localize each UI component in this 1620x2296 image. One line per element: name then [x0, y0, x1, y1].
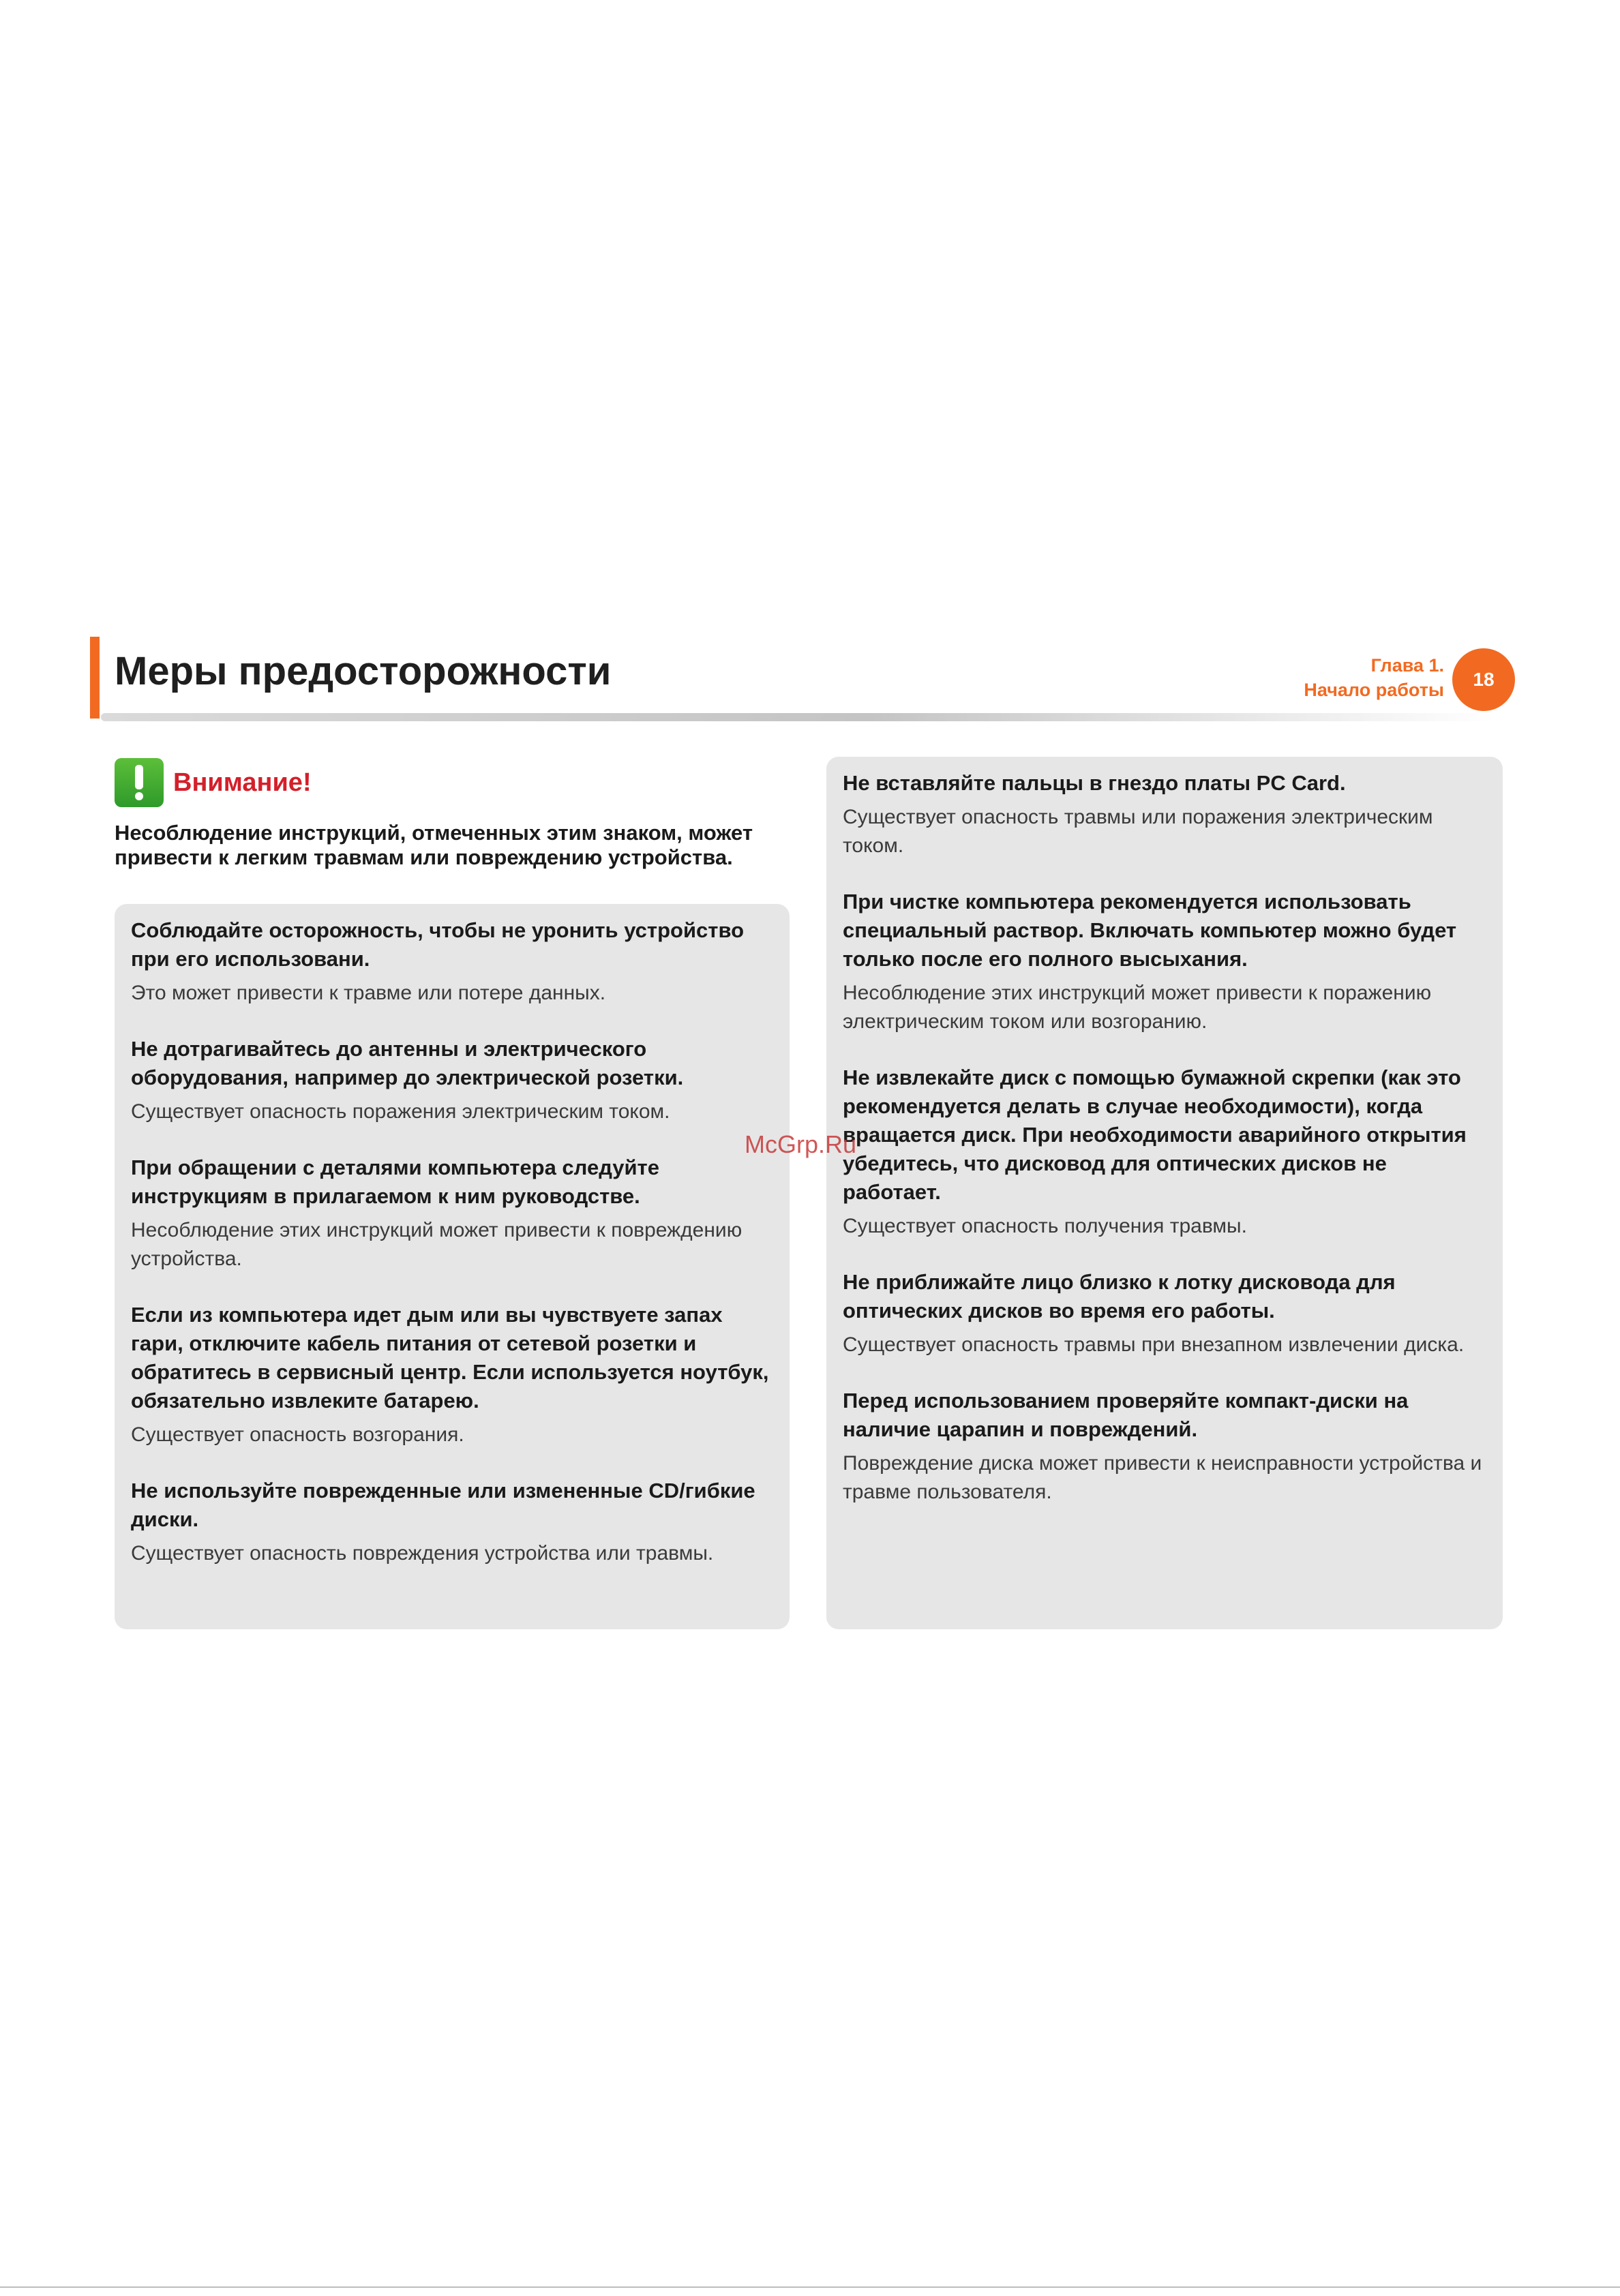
- precaution-item: [131, 916, 775, 1008]
- chapter-name: Начало работы: [1304, 680, 1444, 700]
- precaution-item: [843, 1268, 1488, 1359]
- chapter-label: [1304, 653, 1444, 702]
- precaution-item: [131, 1153, 775, 1273]
- precaution-text: Существует опасность травмы или поражения электрическим током.: [843, 806, 1433, 857]
- precaution-item: [131, 1035, 775, 1126]
- header-divider: [101, 713, 1495, 721]
- precaution-heading: Не приближайте лицо близко к лотку дисковода для оптических дисков во время его работы.: [843, 1270, 1396, 1323]
- precaution-item: [843, 769, 1488, 860]
- precaution-item: [843, 1387, 1488, 1507]
- precaution-text: Существует опасность травмы при внезапном извлечении диска.: [843, 1333, 1465, 1356]
- precaution-text: Несоблюдение этих инструкций может привести к поражению электрическим током или возгоранию.: [843, 982, 1432, 1033]
- precaution-text: Существует опасность поражения электрическим током.: [131, 1100, 670, 1123]
- watermark: McGrp.Ru: [745, 1130, 857, 1158]
- precaution-heading: Перед использованием проверяйте компакт-диски на наличие царапин и повреждений.: [843, 1389, 1409, 1441]
- precaution-heading: Если из компьютера идет дым или вы чувствуете запах гари, отключите кабель питания от сетевой розетки и обратитесь в сервисный центр. Если используется ноутбук, обязательно извлеките батарею.: [131, 1303, 769, 1413]
- right-precautions-panel: [826, 757, 1503, 1629]
- page-title: Меры предосторожности: [115, 649, 612, 693]
- precaution-item: [843, 1063, 1488, 1241]
- precaution-heading: Не извлекайте диск с помощью бумажной скрепки (как это рекомендуется делать в случае необходимости), когда вращается диск. При необходимости аварийного открытия убедитесь, что дисковод для оптических дисков не работает.: [843, 1066, 1467, 1204]
- footer-divider: [0, 2286, 1620, 2288]
- precaution-heading: Не вставляйте пальцы в гнездо платы PC Card.: [843, 771, 1346, 795]
- exclamation-icon: [115, 758, 164, 807]
- precaution-text: Существует опасность повреждения устройства или травмы.: [131, 1542, 714, 1565]
- chapter-number: Глава 1.: [1370, 655, 1444, 676]
- warning-label: Внимание!: [173, 768, 312, 797]
- precaution-item: [131, 1477, 775, 1568]
- precaution-heading: При обращении с деталями компьютера следуйте инструкциям в прилагаемом к ним руководстве.: [131, 1155, 659, 1208]
- precaution-text: Существует опасность получения травмы.: [843, 1215, 1247, 1237]
- precaution-text: Существует опасность возгорания.: [131, 1423, 464, 1446]
- precaution-item: [843, 888, 1488, 1036]
- warning-intro: Несоблюдение инструкций, отмеченных этим знаком, может привести к легким травмам или повреждению устройства.: [115, 821, 753, 869]
- precaution-item: [131, 1301, 775, 1449]
- header-accent-bar: [90, 637, 100, 719]
- precaution-text: Повреждение диска может привести к неисправности устройства и травме пользователя.: [843, 1452, 1482, 1503]
- left-precautions-panel: [115, 904, 790, 1629]
- page-number-badge: 18: [1452, 648, 1515, 711]
- precaution-text: Это может привести к травме или потере данных.: [131, 982, 606, 1004]
- warning-heading: [115, 758, 312, 807]
- precaution-heading: Соблюдайте осторожность, чтобы не уронить устройство при его использовани.: [131, 918, 745, 971]
- precaution-heading: Не используйте поврежденные или измененные CD/гибкие диски.: [131, 1479, 755, 1531]
- precaution-text: Несоблюдение этих инструкций может привести к повреждению устройства.: [131, 1219, 742, 1270]
- precaution-heading: Не дотрагивайтесь до антенны и электрического оборудования, например до электрической розетки.: [131, 1037, 684, 1089]
- precaution-heading: При чистке компьютера рекомендуется использовать специальный раствор. Включать компьютер можно будет только после его полного высыхания.: [843, 890, 1457, 971]
